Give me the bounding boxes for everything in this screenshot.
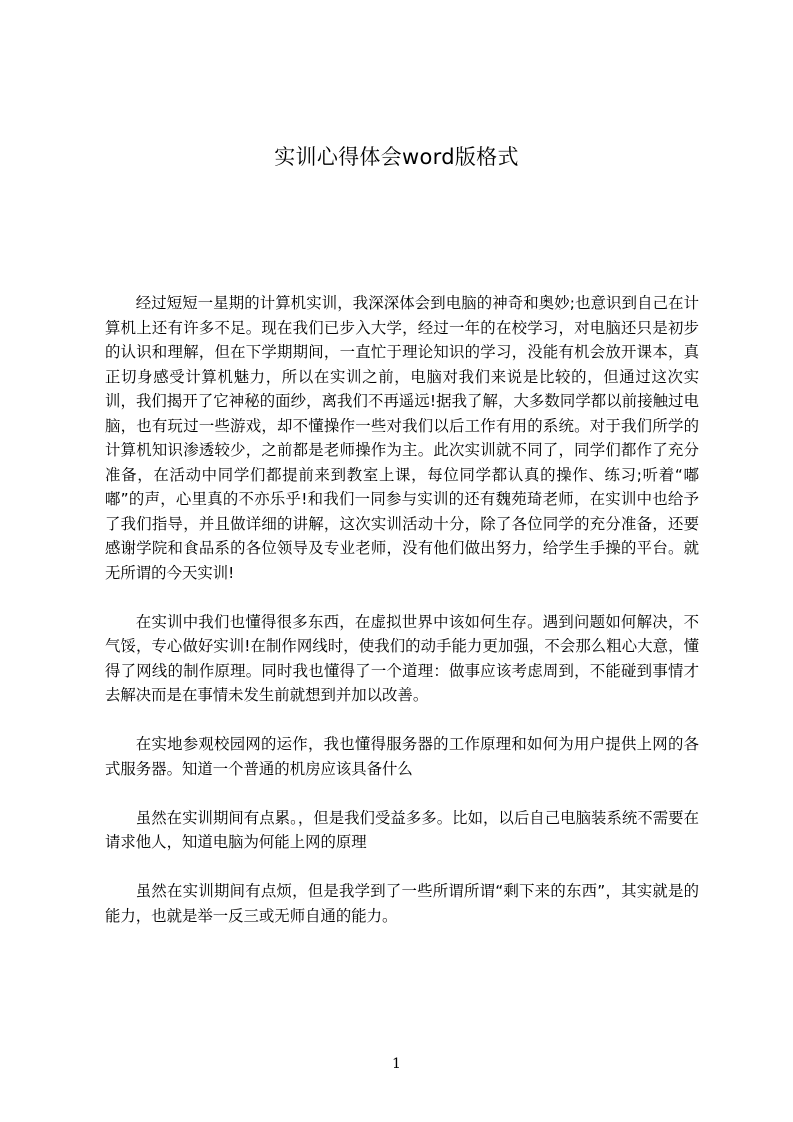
paragraph: 经过短短一星期的计算机实训，我深深体会到电脑的神奇和奥妙;也意识到自己在计算机上还有许多不足。现在我们已步入大学，经过一年的在校学习，对电脑还只是初步的认识和理解，但在下学期期间，一直忙于理论知识的学习，没能有机会放开课本，真正切身感受计算机魅力，所以在实训之前，电脑对我们来说是比较的，但通过这次实训，我们揭开了它神秘的面纱，离我们不再遥远!据我了解，大多数同学都以前接触过电脑，也有玩过一些游戏，却不懂操作一些对我们以后工作有用的系统。对于我们所学的计算机知识渗透较少，之前都是老师操作为主。此次实训就不同了，同学们都作了充分准备，在活动中同学们都提前来到教室上课，每位同学都认真的操作、练习;听着“嘟嘟”的声，心里真的不亦乐乎!和我们一同参与实训的还有魏苑琦老师，在实训中也给予了我们指导，并且做详细的讲解，这次实训活动十分，除了各位同学的充分准备，还要感谢学院和食品系的各位领导及专业老师，没有他们做出努力，给学生手操的平台。就无所谓的今天实训! <box>105 294 699 582</box>
page-number: 1 <box>392 1056 401 1072</box>
document-body <box>105 291 699 928</box>
paragraph: 虽然在实训期间有点烦，但是我学到了一些所谓所谓“剩下来的东西”，其实就是的能力，也就是举一反三或无师自通的能力。 <box>105 882 699 925</box>
page-title: 实训心得体会word版格式 <box>274 145 519 169</box>
paragraph: 在实训中我们也懂得很多东西，在虚拟世界中该如何生存。遇到问题如何解决，不气馁，专心做好实训!在制作网线时，使我们的动手能力更加强，不会那么粗心大意，懂得了网线的制作原理。同时我也懂得了一个道理：做事应该考虑周到，不能碰到事情才去解决而是在事情未发生前就想到并加以改善。 <box>105 612 699 704</box>
paragraph: 虽然在实训期间有点累。，但是我们受益多多。比如，以后自己电脑装系统不需要在请求他人，知道电脑为何能上网的原理 <box>105 808 699 851</box>
paragraph: 在实地参观校园网的运作，我也懂得服务器的工作原理和如何为用户提供上网的各式服务器。知道一个普通的机房应该具备什么 <box>105 735 699 778</box>
